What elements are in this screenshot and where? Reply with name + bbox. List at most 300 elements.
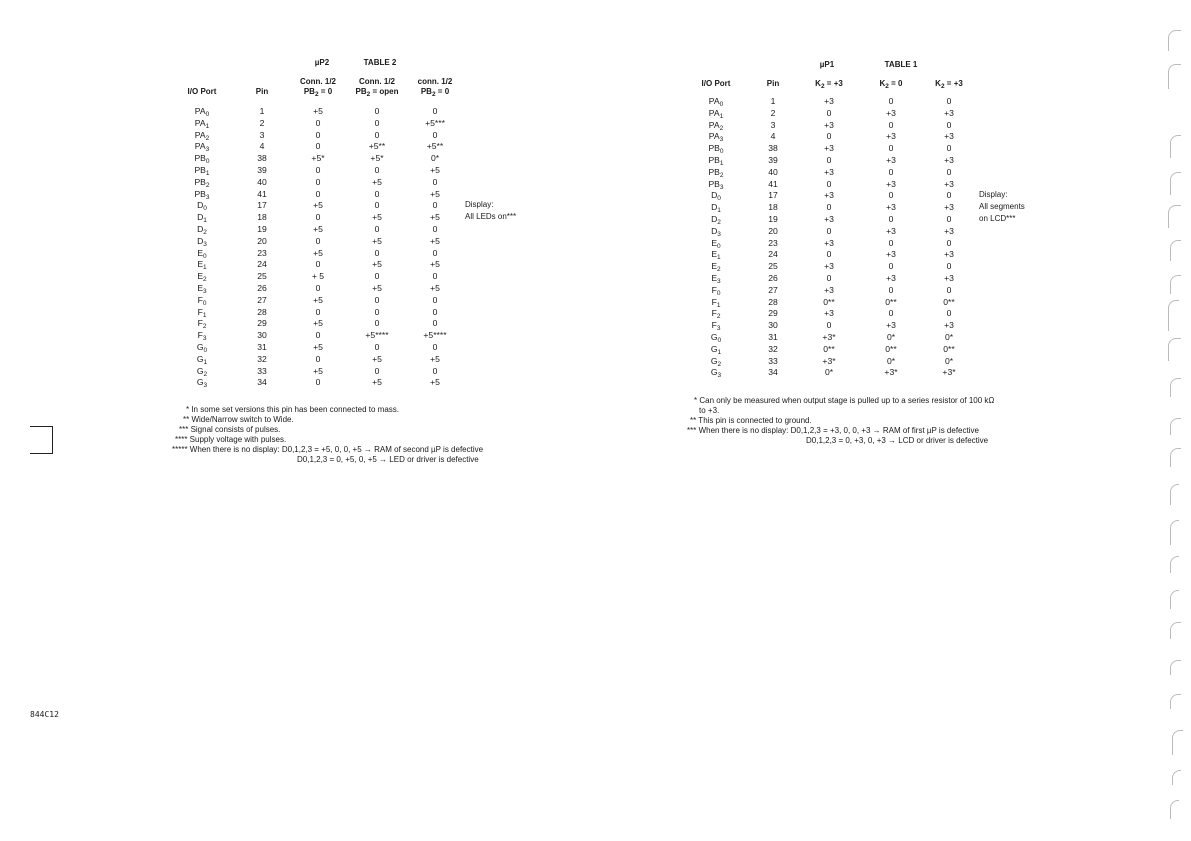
value-cell: +3 bbox=[886, 155, 896, 165]
value-cell: 0 bbox=[374, 271, 380, 282]
value-cell: +5 bbox=[372, 212, 382, 223]
table1-chip: µP1 bbox=[819, 60, 835, 69]
port-cell: $PA_0$ bbox=[194, 106, 210, 118]
value-cell: +5** bbox=[368, 141, 386, 152]
value-cell: 0 bbox=[432, 271, 438, 282]
binder-hole-mark bbox=[1170, 590, 1179, 609]
value-cell: +5* bbox=[311, 153, 325, 164]
port-cell: $G_0$ bbox=[196, 342, 208, 354]
port-cell: $G_1$ bbox=[710, 343, 722, 356]
binder-hole-mark bbox=[1170, 172, 1181, 195]
binder-hole-mark bbox=[1170, 418, 1181, 435]
value-cell: 0 bbox=[888, 214, 894, 224]
binder-hole-mark bbox=[1170, 135, 1181, 158]
value-cell: 0 bbox=[888, 190, 894, 201]
value-cell: +3 bbox=[886, 131, 896, 142]
value-cell: 0 bbox=[374, 188, 380, 199]
value-cell: +3 bbox=[886, 178, 896, 189]
pin-cell: 41 bbox=[768, 178, 778, 189]
value-cell: 0 bbox=[432, 176, 438, 187]
pin-cell: 41 bbox=[257, 188, 267, 199]
pin-cell: 17 bbox=[768, 190, 778, 201]
port-cell: $D_2$ bbox=[197, 224, 207, 236]
port-cell: $E_2$ bbox=[197, 271, 207, 284]
note: * In some set versions this pin has been connected to mass. bbox=[186, 405, 400, 414]
column-header: $PB_2 = 0$ bbox=[303, 87, 333, 98]
pin-cell: 26 bbox=[768, 273, 778, 283]
note: *** When there is no display: D0,1,2,3 = +3, 0, 0, +3 → RAM of first µP is defective bbox=[687, 426, 979, 435]
value-cell: 0 bbox=[315, 330, 321, 341]
value-cell: +3 bbox=[886, 249, 896, 260]
pin-cell: 1 bbox=[259, 106, 265, 116]
column-header: Pin bbox=[255, 87, 269, 96]
value-cell: 0 bbox=[374, 318, 380, 329]
value-cell: +3* bbox=[942, 367, 956, 378]
side-label-line: All segments bbox=[979, 201, 1025, 211]
value-cell: 0 bbox=[826, 131, 832, 142]
pin-cell: 4 bbox=[770, 131, 776, 142]
binder-hole-mark bbox=[1170, 240, 1181, 261]
value-cell: +3* bbox=[884, 367, 898, 378]
port-cell: $PA_3$ bbox=[194, 141, 210, 154]
port-cell: $PB_0$ bbox=[708, 143, 724, 156]
binder-hole-mark bbox=[1168, 300, 1179, 331]
port-cell: $F_1$ bbox=[711, 296, 721, 309]
value-cell: 0 bbox=[432, 247, 438, 258]
value-cell: +5 bbox=[430, 259, 440, 270]
port-cell: $F_3$ bbox=[711, 320, 721, 333]
port-cell: $PA_3$ bbox=[708, 131, 724, 144]
value-cell: +3 bbox=[944, 155, 954, 165]
port-cell: $F_2$ bbox=[197, 318, 207, 331]
table1-title: TABLE 1 bbox=[884, 60, 918, 69]
port-cell: $E_3$ bbox=[197, 283, 207, 295]
side-label-line: Display: bbox=[465, 200, 494, 209]
pin-cell: 18 bbox=[768, 202, 778, 213]
pin-cell: 31 bbox=[257, 342, 267, 352]
value-cell: 0 bbox=[888, 166, 894, 177]
port-cell: $D_0$ bbox=[711, 190, 721, 203]
value-cell: +5 bbox=[372, 283, 382, 293]
pin-cell: 27 bbox=[768, 284, 778, 295]
value-cell: +3 bbox=[824, 237, 834, 248]
binder-hole-mark bbox=[1168, 30, 1181, 51]
port-cell: $PB_3$ bbox=[708, 178, 724, 191]
port-cell: $G_2$ bbox=[196, 365, 208, 378]
value-cell: 0 bbox=[374, 294, 380, 305]
column-header-line1: Conn. 1/2 bbox=[358, 77, 395, 86]
value-cell: +3 bbox=[824, 96, 834, 106]
port-cell: $D_2$ bbox=[711, 214, 721, 226]
table2-chip: µP2 bbox=[314, 58, 330, 67]
value-cell: 0 bbox=[888, 143, 894, 154]
pin-cell: 19 bbox=[768, 214, 778, 224]
binder-hole-mark bbox=[1170, 694, 1181, 709]
pin-cell: 26 bbox=[257, 283, 267, 293]
pin-cell: 24 bbox=[768, 249, 778, 260]
value-cell: +3 bbox=[824, 143, 834, 154]
binder-hole-mark bbox=[1170, 378, 1181, 397]
value-cell: 0 bbox=[432, 294, 438, 305]
binder-hole-mark bbox=[1170, 448, 1181, 467]
value-cell: 0 bbox=[374, 365, 380, 376]
note: *** Signal consists of pulses. bbox=[179, 425, 281, 434]
value-cell: 0 bbox=[315, 283, 321, 293]
value-cell: +5 bbox=[430, 188, 440, 199]
value-cell: +5 bbox=[313, 224, 323, 234]
binder-hole-mark bbox=[1170, 484, 1179, 505]
value-cell: +3 bbox=[886, 273, 896, 283]
pin-cell: 3 bbox=[770, 119, 776, 130]
pin-cell: 28 bbox=[768, 296, 778, 307]
port-cell: $F_1$ bbox=[197, 306, 207, 319]
side-label-line: Display: bbox=[979, 190, 1008, 199]
column-header: $K_2 = +3$ bbox=[935, 79, 963, 90]
table1-side-label bbox=[979, 189, 1025, 224]
value-cell: 0 bbox=[888, 284, 894, 295]
port-cell: $PB_0$ bbox=[194, 153, 210, 166]
value-cell: 0 bbox=[432, 365, 438, 376]
pin-cell: 23 bbox=[768, 237, 778, 248]
value-cell: +5*** bbox=[425, 117, 445, 128]
value-cell: 0 bbox=[946, 214, 952, 224]
port-cell: $PB_2$ bbox=[194, 176, 210, 189]
column-header: I/O Port bbox=[187, 87, 217, 96]
pin-cell: 20 bbox=[768, 225, 778, 236]
table2-title: TABLE 2 bbox=[363, 58, 397, 67]
value-cell: 0 bbox=[315, 176, 321, 187]
page-code: 844C12 bbox=[30, 710, 59, 719]
pin-cell: 2 bbox=[259, 117, 265, 128]
value-cell: 0 bbox=[888, 308, 894, 319]
value-cell: +3 bbox=[824, 308, 834, 319]
value-cell: 0** bbox=[943, 343, 955, 354]
value-cell: 0 bbox=[826, 155, 832, 165]
value-cell: 0* bbox=[886, 332, 896, 342]
value-cell: 0** bbox=[823, 296, 835, 307]
value-cell: 0* bbox=[824, 367, 834, 378]
value-cell: 0 bbox=[826, 178, 832, 189]
pin-cell: 24 bbox=[257, 259, 267, 270]
value-cell: 0 bbox=[374, 165, 380, 175]
column-header: Pin bbox=[766, 79, 780, 88]
value-cell: +5 bbox=[430, 353, 440, 364]
pin-cell: 33 bbox=[768, 355, 778, 366]
value-cell: 0 bbox=[432, 106, 438, 116]
value-cell: 0 bbox=[826, 273, 832, 283]
value-cell: 0** bbox=[823, 343, 835, 354]
value-cell: +5 bbox=[313, 294, 323, 305]
value-cell: 0 bbox=[432, 200, 438, 211]
value-cell: 0 bbox=[432, 318, 438, 329]
value-cell: +5 bbox=[430, 283, 440, 293]
value-cell: +3 bbox=[824, 119, 834, 130]
value-cell: +3 bbox=[886, 202, 896, 213]
value-cell: 0 bbox=[374, 129, 380, 140]
value-cell: 0 bbox=[946, 190, 952, 201]
value-cell: +5 bbox=[313, 318, 323, 329]
port-cell: $D_1$ bbox=[711, 202, 721, 215]
pin-cell: 38 bbox=[257, 153, 267, 164]
value-cell: 0 bbox=[888, 237, 894, 248]
value-cell: +5 bbox=[372, 353, 382, 364]
value-cell: 0* bbox=[886, 355, 896, 366]
column-header-line1: conn. 1/2 bbox=[417, 77, 453, 86]
value-cell: 0 bbox=[946, 261, 952, 272]
binder-hole-mark bbox=[1170, 622, 1181, 639]
port-cell: $PA_1$ bbox=[708, 107, 724, 120]
port-cell: $PA_2$ bbox=[194, 129, 210, 142]
value-cell: +5 bbox=[372, 377, 382, 388]
column-header-line1: Conn. 1/2 bbox=[299, 77, 336, 86]
value-cell: +5 bbox=[372, 176, 382, 187]
pin-cell: 17 bbox=[257, 200, 267, 211]
port-cell: $F_0$ bbox=[197, 294, 207, 307]
value-cell: 0 bbox=[315, 129, 321, 140]
value-cell: 0 bbox=[315, 306, 321, 317]
value-cell: +3 bbox=[886, 320, 896, 331]
value-cell: +5 bbox=[430, 212, 440, 223]
value-cell: +5 bbox=[372, 235, 382, 246]
value-cell: 0 bbox=[374, 224, 380, 234]
value-cell: +5**** bbox=[423, 330, 447, 341]
value-cell: 0** bbox=[943, 296, 955, 307]
margin-bracket bbox=[30, 426, 53, 454]
port-cell: $E_1$ bbox=[197, 259, 207, 272]
binder-hole-mark bbox=[1170, 520, 1179, 545]
pin-cell: 34 bbox=[257, 377, 267, 388]
pin-cell: 30 bbox=[257, 330, 267, 341]
binder-hole-mark bbox=[1172, 730, 1183, 755]
value-cell: +5 bbox=[313, 342, 323, 352]
pin-cell: 18 bbox=[257, 212, 267, 223]
value-cell: 0 bbox=[946, 308, 952, 319]
pin-cell: 40 bbox=[768, 166, 778, 177]
value-cell: 0 bbox=[888, 261, 894, 272]
pin-cell: 2 bbox=[770, 107, 776, 118]
value-cell: +3 bbox=[944, 202, 954, 213]
pin-cell: 28 bbox=[257, 306, 267, 317]
value-cell: +3 bbox=[944, 107, 954, 118]
port-cell: $E_0$ bbox=[711, 237, 721, 250]
port-cell: $PA_2$ bbox=[708, 119, 724, 132]
value-cell: +3 bbox=[824, 284, 834, 295]
pin-cell: 39 bbox=[768, 155, 778, 165]
value-cell: +3 bbox=[886, 107, 896, 118]
value-cell: 0 bbox=[315, 235, 321, 246]
value-cell: 0 bbox=[315, 353, 321, 364]
binder-hole-mark bbox=[1172, 770, 1181, 785]
pin-cell: 29 bbox=[768, 308, 778, 319]
pin-cell: 23 bbox=[257, 247, 267, 258]
value-cell: 0 bbox=[826, 320, 832, 331]
port-cell: $D_1$ bbox=[197, 212, 207, 225]
column-header: $K_2 = +3$ bbox=[815, 79, 843, 90]
port-cell: $E_1$ bbox=[711, 249, 721, 262]
value-cell: +5 bbox=[313, 247, 323, 258]
note: ***** When there is no display: D0,1,2,3 = +5, 0, 0, +5 → RAM of second µP is defective bbox=[172, 445, 484, 454]
port-cell: $PB_1$ bbox=[708, 155, 724, 167]
value-cell: 0 bbox=[432, 224, 438, 234]
value-cell: 0 bbox=[432, 306, 438, 317]
pin-cell: 25 bbox=[768, 261, 778, 272]
port-cell: $PB_1$ bbox=[194, 165, 210, 177]
value-cell: +3 bbox=[944, 225, 954, 236]
value-cell: 0 bbox=[374, 117, 380, 128]
table1-notes bbox=[687, 396, 994, 446]
value-cell: +3 bbox=[886, 225, 896, 236]
value-cell: +5 bbox=[430, 377, 440, 388]
binder-hole-mark bbox=[1168, 338, 1181, 361]
pin-cell: 3 bbox=[259, 129, 265, 140]
value-cell: +5 bbox=[430, 235, 440, 246]
port-cell: $PA_0$ bbox=[708, 96, 724, 108]
pin-cell: 30 bbox=[768, 320, 778, 331]
value-cell: 0 bbox=[946, 237, 952, 248]
pin-cell: 40 bbox=[257, 176, 267, 187]
value-cell: 0** bbox=[885, 296, 897, 307]
table2-notes bbox=[172, 405, 483, 465]
value-cell: +5 bbox=[313, 365, 323, 376]
value-cell: 0 bbox=[315, 188, 321, 199]
port-cell: $G_0$ bbox=[710, 332, 722, 344]
value-cell: 0 bbox=[888, 96, 894, 106]
value-cell: +3 bbox=[824, 190, 834, 201]
value-cell: 0 bbox=[315, 141, 321, 152]
value-cell: 0 bbox=[946, 284, 952, 295]
value-cell: +3 bbox=[944, 320, 954, 331]
value-cell: 0 bbox=[432, 342, 438, 352]
value-cell: +3 bbox=[824, 261, 834, 272]
note: ** This pin is connected to ground. bbox=[690, 416, 812, 425]
value-cell: 0 bbox=[432, 129, 438, 140]
value-cell: 0 bbox=[826, 202, 832, 213]
value-cell: +5** bbox=[426, 141, 444, 152]
value-cell: 0 bbox=[374, 247, 380, 258]
column-header: $PB_2 = 0$ bbox=[420, 87, 450, 98]
port-cell: $G_2$ bbox=[710, 355, 722, 368]
value-cell: 0 bbox=[315, 259, 321, 270]
binder-hole-mark bbox=[1170, 275, 1181, 294]
note: ** Wide/Narrow switch to Wide. bbox=[183, 415, 294, 424]
pin-cell: 33 bbox=[257, 365, 267, 376]
value-cell: 0* bbox=[944, 332, 954, 342]
pin-cell: 25 bbox=[257, 271, 267, 282]
value-cell: 0 bbox=[826, 225, 832, 236]
value-cell: +3 bbox=[944, 249, 954, 260]
value-cell: 0 bbox=[374, 106, 380, 116]
port-cell: $E_2$ bbox=[711, 261, 721, 274]
value-cell: 0* bbox=[944, 355, 954, 366]
value-cell: 0 bbox=[888, 119, 894, 130]
column-header: $PB_2$ = open bbox=[355, 87, 399, 98]
value-cell: 0* bbox=[430, 153, 440, 164]
pin-cell: 29 bbox=[257, 318, 267, 329]
port-cell: $D_3$ bbox=[711, 225, 721, 238]
table2-side-label bbox=[465, 199, 516, 223]
side-label-line: All LEDs on*** bbox=[465, 211, 517, 221]
binder-hole-mark bbox=[1170, 556, 1179, 573]
port-cell: $G_1$ bbox=[196, 353, 208, 366]
value-cell: 0 bbox=[374, 306, 380, 317]
value-cell: +5 bbox=[430, 165, 440, 175]
column-header: $K_2 = 0$ bbox=[879, 79, 903, 90]
value-cell: +3* bbox=[822, 332, 836, 342]
port-cell: $F_0$ bbox=[711, 284, 721, 297]
port-cell: $D_0$ bbox=[197, 200, 207, 213]
pin-cell: 39 bbox=[257, 165, 267, 175]
value-cell: 0 bbox=[315, 165, 321, 175]
port-cell: $PA_1$ bbox=[194, 117, 210, 130]
value-cell: +3 bbox=[824, 166, 834, 177]
value-cell: +3 bbox=[944, 131, 954, 142]
value-cell: +3 bbox=[944, 178, 954, 189]
note: **** Supply voltage with pulses. bbox=[175, 435, 287, 444]
port-cell: $F_3$ bbox=[197, 330, 207, 343]
port-cell: $PB_3$ bbox=[194, 188, 210, 201]
value-cell: +5 bbox=[372, 259, 382, 270]
pin-cell: 34 bbox=[768, 367, 778, 378]
port-cell: $E_3$ bbox=[711, 273, 721, 285]
value-cell: 0 bbox=[374, 342, 380, 352]
binder-hole-mark bbox=[1168, 205, 1181, 228]
port-cell: $PB_2$ bbox=[708, 166, 724, 179]
pin-cell: 20 bbox=[257, 235, 267, 246]
note: D0,1,2,3 = 0, +3, 0, +3 → LCD or driver is defective bbox=[806, 436, 989, 445]
pin-cell: 32 bbox=[257, 353, 267, 364]
value-cell: 0 bbox=[315, 377, 321, 388]
port-cell: $D_3$ bbox=[197, 235, 207, 248]
port-cell: $G_3$ bbox=[196, 377, 208, 390]
note: to +3. bbox=[699, 406, 720, 415]
value-cell: 0 bbox=[826, 249, 832, 260]
pin-cell: 4 bbox=[259, 141, 265, 152]
value-cell: 0 bbox=[315, 117, 321, 128]
value-cell: 0 bbox=[946, 143, 952, 154]
binder-hole-mark bbox=[1170, 660, 1181, 675]
value-cell: +5 bbox=[313, 106, 323, 116]
pin-cell: 32 bbox=[768, 343, 778, 354]
value-cell: +3 bbox=[824, 214, 834, 224]
value-cell: 0 bbox=[946, 119, 952, 130]
value-cell: +5 bbox=[313, 200, 323, 211]
port-cell: $E_0$ bbox=[197, 247, 207, 260]
column-header: I/O Port bbox=[701, 79, 731, 88]
value-cell: + 5 bbox=[311, 271, 325, 282]
value-cell: +5**** bbox=[365, 330, 389, 341]
port-cell: $G_3$ bbox=[710, 367, 722, 380]
value-cell: 0 bbox=[315, 212, 321, 223]
binder-hole-mark bbox=[1168, 64, 1181, 89]
value-cell: 0 bbox=[374, 200, 380, 211]
value-cell: +3* bbox=[822, 355, 836, 366]
pin-cell: 27 bbox=[257, 294, 267, 305]
pin-cell: 19 bbox=[257, 224, 267, 234]
value-cell: 0 bbox=[826, 107, 832, 118]
binder-hole-mark bbox=[1170, 800, 1179, 819]
value-cell: 0** bbox=[885, 343, 897, 354]
side-label-line: on LCD*** bbox=[979, 213, 1016, 223]
pin-cell: 38 bbox=[768, 143, 778, 154]
value-cell: 0 bbox=[946, 166, 952, 177]
value-cell: +5* bbox=[370, 153, 384, 164]
port-cell: $F_2$ bbox=[711, 308, 721, 321]
value-cell: 0 bbox=[946, 96, 952, 106]
pin-cell: 31 bbox=[768, 332, 778, 342]
note: D0,1,2,3 = 0, +5, 0, +5 → LED or driver is defective bbox=[297, 455, 479, 464]
pin-cell: 1 bbox=[770, 96, 776, 106]
value-cell: +3 bbox=[944, 273, 954, 283]
